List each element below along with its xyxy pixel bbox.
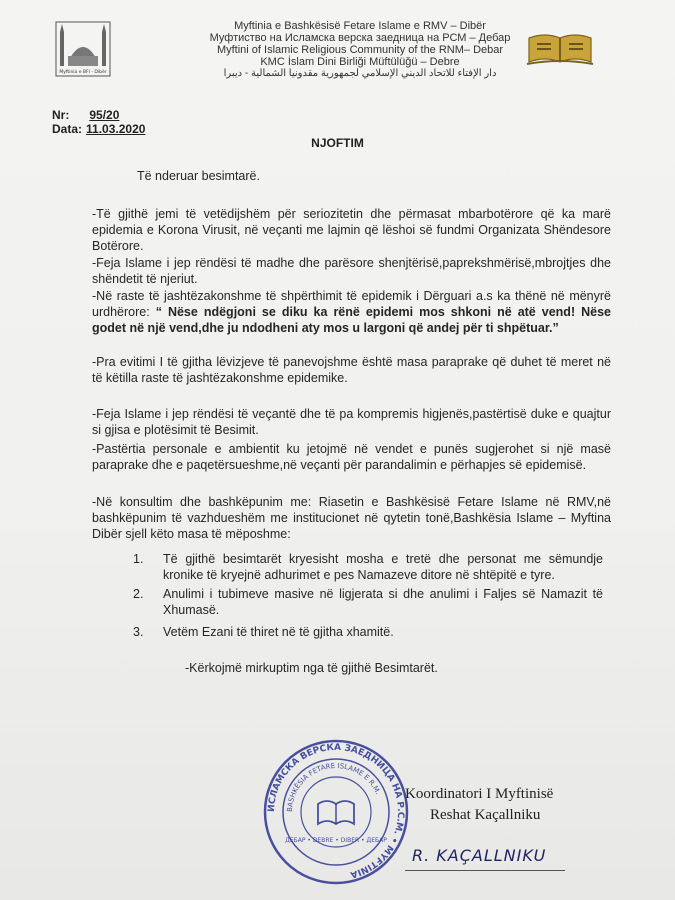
measure-number: 3. [133, 625, 144, 639]
book-logo-icon [525, 28, 595, 68]
hadith-quote: “ Nëse ndëgjoni se diku ka rënë epidemi mos shkoni në atë vend! Nëse godet në një vend,dhe ju ndodheni aty mos u largoni që andej për ti shpëtuar.” [92, 305, 611, 335]
paragraph-2: -Feja Islame i jep rëndësi të madhe dhe parësore shenjtërisë,paprekshmërisë,mbrojtjes dhe shëndetit të njeriut. [92, 256, 611, 286]
measure-text: Anulimi i tubimeve masive në ligjerata si dhe anulimi i Faljes së Namazit të Xhumasë. [163, 587, 603, 617]
logo-left-caption: Myftinia e BFI - Dibër [59, 70, 107, 75]
measure-text: Vetëm Ezani të thiret në të gjitha xhamitë. [163, 625, 394, 639]
official-stamp [262, 738, 410, 886]
signatory-name: Reshat Kaçallniku [430, 807, 541, 823]
header-line-1: Myftinia e Bashkësisë Fetare Islame e RMV – Dibër [234, 20, 486, 32]
signatory-role: Koordinatori I Myftinisë [405, 786, 554, 802]
paragraph-3 [92, 288, 611, 336]
greeting: Të nderuar besimtarë. [137, 169, 260, 183]
measure-number: 1. [133, 552, 144, 566]
paragraph-5: -Feja Islame i jep rëndësi të veçantë dhe të pa kompremis higjenës,pastërtisë duke e quajtur si gjisa e plotësimit të Besimit. [92, 407, 611, 437]
date-value: 11.03.2020 [86, 122, 146, 136]
signature-line [405, 870, 565, 871]
nr-label: Nr: [52, 108, 70, 122]
date-label: Data: [52, 122, 83, 136]
header-line-4: KMC İslam Dini Birliği Müftülüğü – Debre [260, 56, 460, 68]
document-title: NJOFTIM [311, 136, 364, 150]
header-line-3: Myftini of Islamic Religious Community of the RNM– Debar [216, 44, 504, 56]
nr-value: 95/20 [89, 108, 120, 122]
paragraph-4: -Pra evitimi I të gjitha lëvizjeve të panevojshme është masa paraprake që duhet të meret në të këtilla raste të jashtëzakonshme epidemike. [92, 355, 611, 385]
closing-note: -Kërkojmë mirkuptim nga të gjithë Besimtarët. [185, 661, 438, 675]
stamp-ring-inner-text: BASHKËSIA FETARE ISLAME E R.M. [285, 761, 382, 813]
reference-number [52, 108, 119, 122]
mosque-logo-icon [52, 18, 114, 78]
stamp-bottom-text: ДЕБАР • DEBRE • DIBËR • ДЕБАР [285, 837, 387, 844]
header-line-2: Муфтиство на Исламска верска заедница на РСМ – Дебар [209, 32, 511, 44]
paragraph-3-intro: -Në raste të jashtëzakonshme të shpërthimit të epidemik i Dërguari a.s ka thënë në mënyrë urdhërore: [92, 289, 611, 319]
handwritten-signature: R. KAÇALLNIKU [412, 846, 547, 865]
header-line-5: دار الإفتاء للاتحاد الديني الإسلامي لجمهورية مقدونيا الشمالية - ديبرا [223, 68, 497, 79]
measure-text: Të gjithë besimtarët kryesisht mosha e tretë dhe personat me sëmundje kronike të kryejnë adhurimet e pes Namazeve ditore në shtëpitë e tyre. [163, 552, 603, 582]
paragraph-1: -Të gjithë jemi të vetëdijshëm për seriozitetin dhe përmasat mbarbotërore që ka marë epidemia e Korona Virusit, në veçanti me lajmin që lëshoi së fundmi Organizata Shëndesore Botërore. [92, 207, 611, 253]
document-date [52, 122, 145, 136]
measure-number: 2. [133, 587, 144, 601]
paragraph-7: -Në konsultim dhe bashkëpunim me: Riasetin e Bashkësisë Fetare Islame në RMV,në bashkëpunim të vazhdueshëm me institucionet në qytetin tonë,Bashkësia Islame – Myftina Dibër sjell këto masa të mëposhme: [92, 495, 611, 541]
stamp-ring-outer-text: ИСЛАМСКА ВЕРСКА ЗАЕДНИЦА НА Р.С.М. • MYFTINIA [266, 742, 406, 880]
paragraph-6: -Pastërtia personale e ambientit ku jetojmë në vendet e punës sugjerohet si një masë paraprake dhe e paqetërsueshme,në veçanti për parandalimin e përhapjes së epidemisë. [92, 442, 611, 472]
